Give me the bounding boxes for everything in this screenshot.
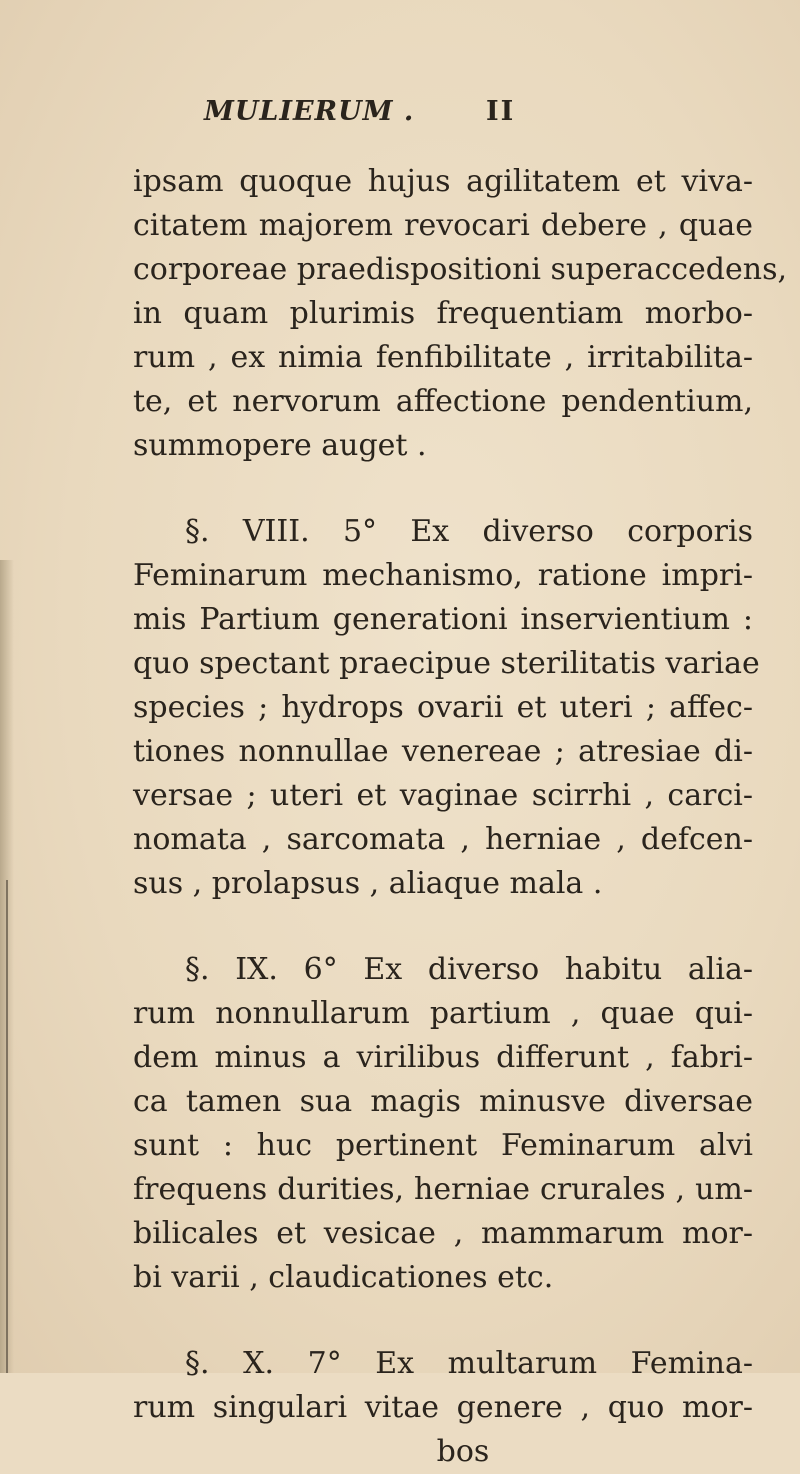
text-line: ipsam quoque hujus agilitatem et viva- <box>133 164 753 199</box>
text-line: nomata , sarcomata , herniae , defcen- <box>133 822 753 857</box>
section-heading-line: §. X. 7° Ex multarum Femina- <box>185 1346 753 1381</box>
section-heading-line: §. IX. 6° Ex diverso habitu alia- <box>185 952 753 987</box>
text-line: quo spectant praecipue sterilitatis variae <box>133 646 760 681</box>
text-line: rum nonnullarum partium , quae qui- <box>133 996 753 1031</box>
text-line: bi varii , claudicationes etc. <box>133 1260 554 1295</box>
section-heading-line: §. VIII. 5° Ex diverso corporis <box>185 514 753 549</box>
text-line: dem minus a virilibus differunt , fabri- <box>133 1040 753 1075</box>
text-line: citatem majorem revocari debere , quae <box>133 208 753 243</box>
text-line: species ; hydrops ovarii et uteri ; affec- <box>133 690 753 725</box>
text-line: corporeae praedispositioni superaccedens, <box>133 252 788 287</box>
binding-edge <box>6 880 8 1373</box>
section-ix <box>133 948 753 1300</box>
text-line: mis Partium generationi inservientium : <box>133 602 753 637</box>
body-text <box>133 160 788 1474</box>
text-line: te, et nervorum affectione pendentium, <box>133 384 753 419</box>
text-line: summopere auget . <box>133 428 427 463</box>
text-line: rum singulari vitae genere , quo mor- <box>133 1390 753 1425</box>
text-line: in quam plurimis frequentiam morbo- <box>133 296 753 331</box>
running-head: MULIERUM . <box>204 96 415 127</box>
text-line: bilicales et vesicae , mammarum mor- <box>133 1216 753 1251</box>
text-line: sus , prolapsus , aliaque mala . <box>133 866 603 901</box>
page-header <box>0 96 800 136</box>
section-viii <box>133 510 760 906</box>
text-line: versae ; uteri et vaginae scirrhi , carci- <box>133 778 753 813</box>
text-line: frequens durities, herniae crurales , um- <box>133 1172 753 1207</box>
text-line: rum , ex nimia fenfibilitate , irritabilita- <box>133 340 753 375</box>
text-line: ca tamen sua magis minusve diversae <box>133 1084 753 1119</box>
text-line: sunt : huc pertinent Feminarum alvi <box>133 1128 753 1163</box>
text-line: tiones nonnullae venereae ; atresiae di- <box>133 734 753 769</box>
text-line: Feminarum mechanismo, ratione impri- <box>133 558 753 593</box>
section-x <box>133 1342 753 1474</box>
paragraph-continuation <box>133 160 788 468</box>
page-number: II <box>486 96 516 127</box>
catchword: bos <box>436 1434 490 1469</box>
